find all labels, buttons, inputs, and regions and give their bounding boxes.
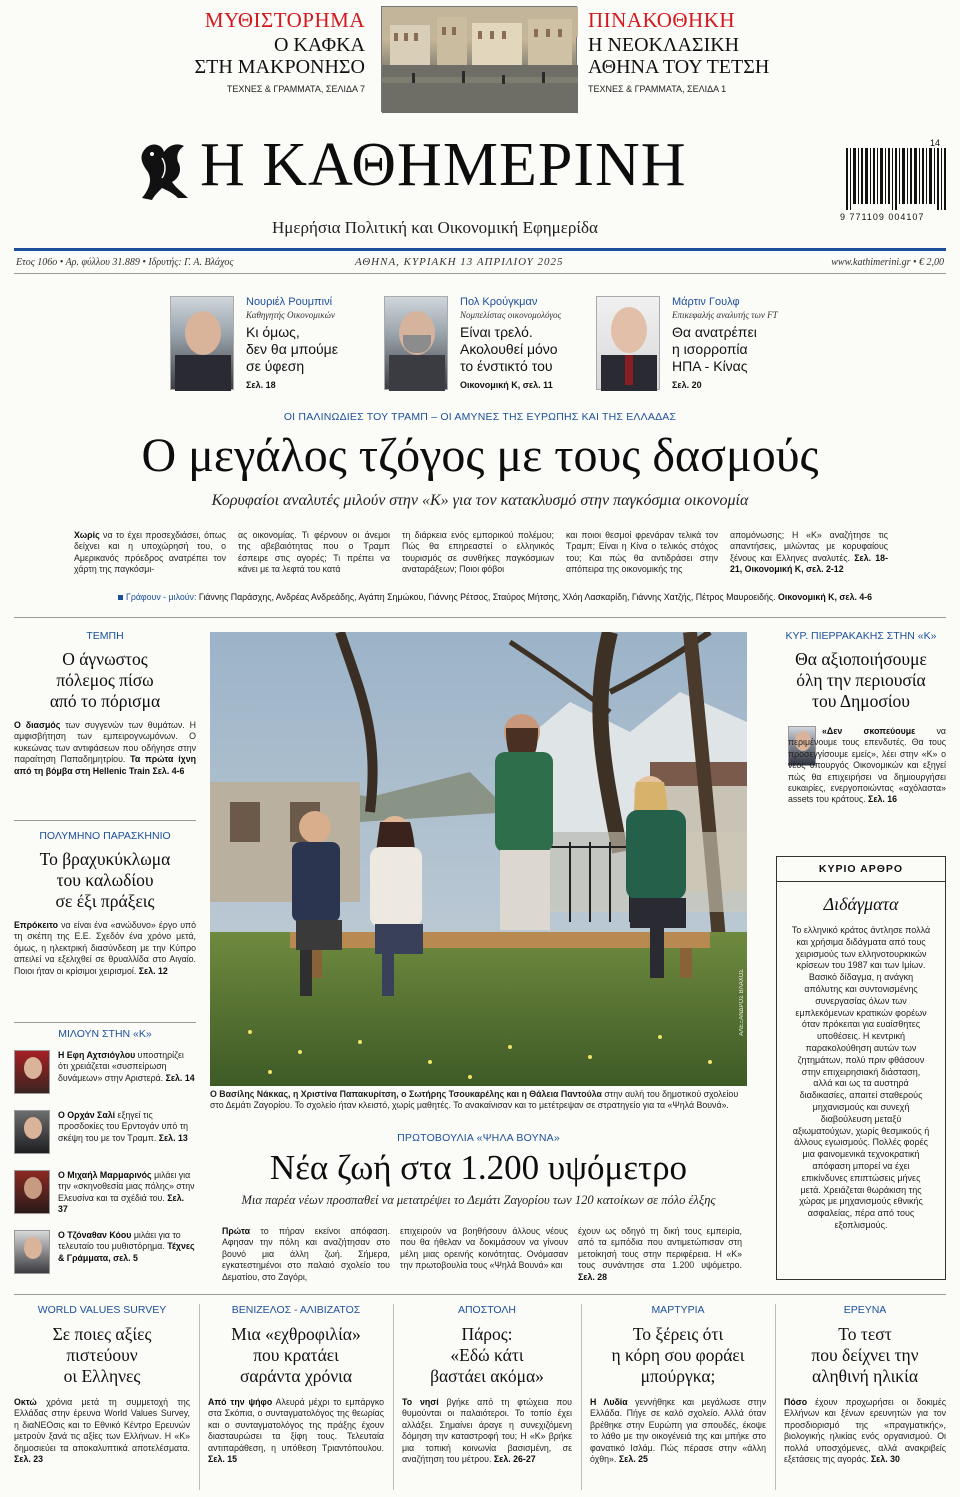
commentator-quote-line: ΗΠΑ - Κίνας bbox=[672, 358, 748, 374]
commentator-quote-line: δεν θα μπούμε bbox=[246, 341, 338, 357]
editorial-text: Το ελληνικό κράτος άντλησε πολλά και χρήσιμα διδάγματα από τους χειρισμούς των ελληνοτουρκικών κρίσεων του 1987 και των Ιμίων. Βασικό δίδαγμα, η ανάγκη απόλυτης και συντονισμένης συνεργασίας όλων των εμπλεκόμενων κρατικών φορέων όταν πρόκειται για ευαίσθητες υποθέσεις. Η κεντρική παρακολούθηση αυτών των ζητημάτων, πολύ πριν φθάσουν στην επιχειρησιακή διάσταση, αλλά και ως τα αυστηρά διαδικασίες, απαιτεί σταθερούς μηχανισμούς και συνεχή διαβούλευση μεταξύ αξιωματούχων, χωρίς θεσμικούς ή άλλους εγωισμούς. Πολλές φορές μια φαινομενικά τεχνοκρατική απόφαση μπορεί να έχει επικίνδυνες επιπτώσεις μήνες μετά. Χρειάζεται θωράκιση της χώρας με μηχανισμούς εθνικής ασφαλείας, πέρα από τους εξοπλισμούς. bbox=[791, 925, 931, 1230]
interview-ref: Σελ. 13 bbox=[158, 1132, 188, 1143]
main-photo[interactable] bbox=[210, 632, 747, 1086]
bottom-kicker: ΜΑΡΤΥΡΙΑ bbox=[651, 1304, 705, 1316]
commentator-quote-line: το ένστικτό του bbox=[460, 358, 553, 374]
commentator-role: Νομπελίστας οικονομολόγος bbox=[460, 310, 562, 320]
dateline-left: Ετος 106ο • Αρ. φύλλου 31.889 • Ιδρυτής: Γ. Α. Βλάχος bbox=[16, 257, 234, 268]
cable-headline-line: Το βραχυκύκλωμα bbox=[39, 849, 171, 869]
promo-right-ref: ΤΕΧΝΕΣ & ΓΡΑΜΜΑΤΑ, ΣΕΛΙΔΑ 1 bbox=[588, 84, 727, 94]
pierrakakis-headline-line: του Δημοσίου bbox=[812, 691, 910, 711]
pierrakakis-story[interactable] bbox=[776, 630, 946, 830]
tempi-kicker: ΤΕΜΠΗ bbox=[86, 630, 124, 642]
pierrakakis-headline-line: Θα αξιοποιήσουμε bbox=[795, 649, 927, 669]
interview-item[interactable]: Ο Τζόναθαν Κόου μιλάει για το τελευταίο του μυθιστόρημα. Τέχνες & Γράμματα, σελ. 5 bbox=[14, 1230, 196, 1286]
bottom-top-rule bbox=[14, 1294, 946, 1295]
bottom-kicker: ΒΕΝΙΖΕΛΟΣ - ΑΛΙΒΙΖΑΤΟΣ bbox=[231, 1304, 361, 1316]
bottom-story-venizelos[interactable] bbox=[208, 1304, 384, 1490]
dateline-top-rule bbox=[14, 248, 946, 251]
bottom-divider bbox=[581, 1304, 582, 1490]
tempi-body: Ο διασμός των συγγενών των θυμάτων. Η αμφισβήτηση των εμπειρογνωμόνων. Ο κυκεώνας των αντιφάσεων που οδήγησε στην παραίτηση Παπαδημητρίου. Τα πρώτα ίχνη από τη βόμβα στη Hellenic Train Σελ. 4-6 bbox=[14, 720, 196, 776]
lead-column: και ποιοι θεσμοί φρενάραν τελικά τον Τραμπ; Είναι η Κίνα ο τελικός στόχος του; Και πώς θα αντιδράσει στην απόπειρα της οικονομικής της bbox=[566, 530, 718, 575]
interview-item[interactable]: Η Εφη Αχτσιόγλου υποστηρίζει ότι χρειάζεται «συσπείρωση δυνάμεων» στην Αριστερά. Σελ. 14 bbox=[14, 1050, 196, 1106]
barcode-top-number: 14 bbox=[929, 138, 940, 148]
masthead-title[interactable]: Η ΚΑΘΗΜΕΡΙΝΗ bbox=[200, 131, 687, 199]
lead-credits bbox=[118, 592, 878, 602]
coe-photo bbox=[14, 1230, 50, 1274]
masthead-subtitle: Ημερήσια Πολιτική και Οικονομική Εφημερίδα bbox=[272, 218, 598, 237]
bottom-body: Πόσο έχουν προχωρήσει οι δοκιμές Ελλήνων και ξένων ερευνητών για τον προσδιορισμό της «πραγματικής», βιολογικής ηλικίας ενός οργανισμού. Οι πολλά υποσχόμενες, αλλά ανακριβείς εξετάσεις της αγοράς. Σελ. 30 bbox=[784, 1397, 946, 1465]
dateline-right[interactable]: www.kathimerini.gr • € 2,00 bbox=[831, 257, 944, 268]
tempi-headline-line: Ο άγνωστος bbox=[62, 649, 148, 669]
promo-painting-image[interactable] bbox=[381, 6, 577, 112]
promo-left-line1: Ο ΚΑΦΚΑ bbox=[273, 34, 365, 56]
credits-label: Γράφουν - μιλούν: bbox=[126, 592, 197, 602]
center-column: επιχειρούν να βοηθήσουν άλλους νέους που θα ήθελαν να δοκιμάσουν να γίνουν μέλη μιας ορεινής κοινότητας. Ονόμασαν την πρωτοβουλία τους «Ψηλά Βουνά» και bbox=[400, 1226, 568, 1271]
wolf-photo bbox=[596, 296, 660, 390]
tempi-bold-end: Τα πρώτα ίχνη από τη βόμβα στη Hellenic Train bbox=[14, 754, 196, 776]
cable-headline-line: του καλωδίου bbox=[56, 870, 154, 890]
center-columns bbox=[222, 1226, 742, 1280]
bottom-divider bbox=[199, 1304, 200, 1490]
bottom-headline-line: αληθινή ηλικία bbox=[811, 1366, 918, 1386]
lead-column: ας οικονομίας. Τι φέρνουν οι άνεμοι της αβεβαιότητας που ο Τραμπ έσπειρε στις αγορές; Τι πρέπει να κάνει με τα λεφτά του κατά bbox=[238, 530, 390, 575]
bottom-divider bbox=[393, 1304, 394, 1490]
commentator-ref: Οικονομική Κ, σελ. 11 bbox=[460, 380, 553, 390]
commentator-quote-line: Θα ανατρέπει bbox=[672, 324, 757, 340]
tempi-ref: Σελ. 4-6 bbox=[152, 765, 185, 776]
tempi-headline-line: πόλεμος πίσω bbox=[56, 670, 154, 690]
bottom-kicker: ΑΠΟΣΤΟΛΗ bbox=[457, 1304, 517, 1316]
barcode-digits: 9 771109 004107 bbox=[840, 212, 925, 222]
commentator-role: Επικεφαλής αναλυτής των FT bbox=[672, 310, 778, 320]
interview-name: Ο Ορχάν Σαλί bbox=[58, 1110, 116, 1120]
commentator-name: Μάρτιν Γουλφ bbox=[672, 296, 740, 308]
lead-columns bbox=[74, 530, 888, 582]
center-deck: Μια παρέα νέων προσπαθεί να μετατρέψει το Δεμάτι Ζαγορίου των 120 κατοίκων σε πόλο έλξης bbox=[241, 1193, 716, 1207]
photo-caption bbox=[210, 1089, 747, 1111]
tempi-story[interactable] bbox=[14, 630, 196, 800]
left-rule-1 bbox=[14, 820, 196, 821]
roubini-photo bbox=[170, 296, 234, 390]
cable-kicker: ΠΟΛΥΜΗΝΟ ΠΑΡΑΣΚΗΝΙΟ bbox=[39, 830, 171, 842]
bottom-kicker: WORLD VALUES SURVEY bbox=[37, 1304, 167, 1316]
bottom-headline-line: Το ξέρεις ότι bbox=[632, 1324, 724, 1344]
griffin-logo bbox=[132, 138, 192, 206]
bottom-headline-line: πιστεύουν bbox=[66, 1345, 138, 1365]
editorial-box bbox=[776, 856, 946, 1280]
bottom-headline-line: Μια «εχθροφιλία» bbox=[231, 1324, 361, 1344]
cable-headline-line: σε έξι πράξεις bbox=[55, 891, 155, 911]
barcode-icon bbox=[846, 148, 950, 218]
krugman-photo bbox=[384, 296, 448, 390]
athens-painting-icon bbox=[382, 7, 578, 113]
mountain-village-photo-icon bbox=[210, 632, 747, 1086]
left-rule-2 bbox=[14, 1022, 196, 1023]
bottom-headline-line: οι Ελληνες bbox=[63, 1366, 141, 1386]
center-column: Πρώτα το πήραν εκείνοι απόφαση. Αφησαν την πόλη και αναζήτησαν στο βουνό μια άλλη ζωή. Σήμερα, εγκατεστημένοι στο παλαιό σχολείο του Δεματίου, στο Ζαγόρι, bbox=[222, 1226, 390, 1282]
cable-ref: Σελ. 12 bbox=[138, 965, 168, 976]
commentator-krugman[interactable] bbox=[384, 296, 584, 392]
interview-ref: Τέχνες & Γράμματα, σελ. 5 bbox=[58, 1241, 195, 1263]
bottom-headline-line: που δείχνει την bbox=[811, 1345, 919, 1365]
marmarinos-photo bbox=[14, 1170, 50, 1214]
cable-body: Επρόκειτο να είναι ένα «ανώδυνο» έργο υπό τη σκέπη της Ε.Ε. Σχεδόν ένα χρόνο μετά, όμως, η ηλεκτρική διασύνδεση με την Κύπρο απειλεί να εξελιχθεί σε θρυαλλίδα στο Αιγαίο. Ποιοι ήταν οι κρίσιμοι χειρισμοί. Σελ. 12 bbox=[14, 920, 196, 976]
interview-name: Ο Τζόναθαν Κόου bbox=[58, 1230, 132, 1240]
bottom-body: Η Λυδία γεννήθηκε και μεγάλωσε στην Ελλάδα. Πήγε σε καλό σχολείο. Αλλά όταν βρέθηκε στην Ευρώπη για σπουδές, έκοψε το λάθο με την οικογένειά της και μπήκε στο φανατικό Ισλάμ. Πώς πέρασε στην «άλλη όχθη». Σελ. 25 bbox=[590, 1397, 766, 1465]
commentator-wolf[interactable] bbox=[596, 296, 796, 392]
commentator-ref: Σελ. 20 bbox=[672, 380, 702, 390]
lead-headline[interactable]: Ο μεγάλος τζόγος με τους δασμούς bbox=[141, 429, 819, 482]
bottom-story-testimony[interactable] bbox=[590, 1304, 766, 1490]
lead-kicker: ΟΙ ΠΑΛΙΝΩΔΙΕΣ ΤΟΥ ΤΡΑΜΠ – ΟΙ ΑΜΥΝΕΣ ΤΗΣ ΕΥΡΩΠΗΣ ΚΑΙ ΤΗΣ ΕΛΛΑΔΑΣ bbox=[283, 411, 677, 423]
interviews-kicker: ΜΙΛΟΥΝ ΣΤΗΝ «Κ» bbox=[58, 1028, 152, 1040]
sali-photo bbox=[14, 1110, 50, 1154]
interview-name: Ο Μιχαήλ Μαρμαρινός bbox=[58, 1170, 152, 1180]
lead-column: απομόνωσης; Η «Κ» αναζήτησε τις απαντήσεις, μιλώντας με κορυφαίους ξένους και Ελληνες αναλυτές. Σελ. 18-21, Οικονομική Κ, σελ. 2-12 bbox=[730, 530, 889, 575]
credits-ref: Οικονομική Κ, σελ. 4-6 bbox=[778, 592, 873, 602]
promo-left-line2: ΣΤΗ ΜΑΚΡΟΝΗΣΟ bbox=[194, 56, 365, 78]
pierrakakis-kicker: ΚΥΡ. ΠΙΕΡΡΑΚΑΚΗΣ ΣΤΗΝ «Κ» bbox=[785, 630, 937, 642]
tempi-headline-line: από το πόρισμα bbox=[49, 691, 161, 711]
bottom-story-wvs[interactable] bbox=[14, 1304, 190, 1490]
promo-right-line2: ΑΘΗΝΑ ΤΟΥ ΤΕΤΣΗ bbox=[588, 56, 770, 78]
bottom-body: Το νησί βγήκε από τη φτώχεια που θυμούνται οι παλαιότεροι. Το τοπίο έχει αλλάξει. Σημαίνει άραγε η συνεχιζόμενη δόμηση την καταστροφή του; Η «Κ» βρήκε μια τοπική κοινωνία βασισμένη, σε αναζήτηση του μέτρου. Σελ. 26-27 bbox=[402, 1397, 572, 1465]
bottom-headline-line: Σε ποιες αξίες bbox=[52, 1324, 152, 1344]
bottom-body: Οκτώ χρόνια μετά τη συμμετοχή της Ελλάδας στην έρευνα World Values Survey, η διαΝΕΟσις και το Εθνικό Κέντρο Ερευνών μετρούν ξανά τις αξίες των Ελλήνων. Η «Κ» δημοσιεύει τα αποκαλυπτικά αποτελέσματα. Σελ. 23 bbox=[14, 1397, 190, 1465]
commentator-ref: Σελ. 18 bbox=[246, 380, 276, 390]
interview-item[interactable]: Ο Ορχάν Σαλί εξηγεί τις προσδοκίες του Ερντογάν υπό τη σκέψη του με τον Τραμπ. Σελ. 13 bbox=[14, 1110, 196, 1166]
caption-names: Ο Βασίλης Νάκκας, η Χριστίνα Παπακυρίτση, ο Σωτήρης Τσουκαρέλης και η Θάλεια Παντούλα bbox=[210, 1089, 602, 1099]
commentator-name: Πολ Κρούγκμαν bbox=[460, 296, 538, 308]
bottom-story-paros[interactable] bbox=[402, 1304, 572, 1490]
commentator-quote-line: Ακολουθεί μόνο bbox=[460, 341, 558, 357]
bottom-story-research[interactable] bbox=[784, 1304, 946, 1490]
interview-ref: Σελ. 14 bbox=[165, 1072, 195, 1083]
lead-deck: Κορυφαίοι αναλυτές μιλούν στην «Κ» για τον κατακλυσμό στην παγκόσμια οικονομία bbox=[211, 492, 749, 509]
barcode bbox=[836, 138, 948, 230]
commentator-roubini[interactable] bbox=[170, 296, 370, 392]
commentator-quote-line: η ισορροπία bbox=[672, 341, 748, 357]
interview-item[interactable]: Ο Μιχαήλ Μαρμαρινός μιλάει για την «σκηνοθεσία μιας πόλης» στην Ελευσίνα και τα σχέδιά του. Σελ. 37 bbox=[14, 1170, 196, 1226]
commentator-quote-line: Είναι τρελό. bbox=[460, 324, 533, 340]
cable-story[interactable] bbox=[14, 830, 196, 1000]
center-headline[interactable]: Νέα ζωή στα 1.200 υψόμετρο bbox=[269, 1148, 688, 1187]
center-column: έχουν ως οδηγό τη δική τους εμπειρία, από τα εμπόδια που αντιμετώπισαν στη μετοίκησή τους στην περιφέρεια. Η «Κ» τους συνάντησε στα 1.200 υψόμετρο. Σελ. 28 bbox=[578, 1226, 742, 1282]
dateline-center: ΑΘΗΝΑ, ΚΥΡΙΑΚΗ 13 ΑΠΡΙΛΙΟΥ 2025 bbox=[355, 256, 564, 268]
bottom-divider bbox=[775, 1304, 776, 1490]
interview-name: Η Εφη Αχτσιόγλου bbox=[58, 1050, 136, 1060]
interview-ref: Σελ. 37 bbox=[58, 1192, 185, 1215]
interviews-block bbox=[14, 1028, 196, 1290]
bottom-headline-line: σαράντα χρόνια bbox=[239, 1366, 353, 1386]
achtsioglou-photo bbox=[14, 1050, 50, 1094]
promo-right[interactable] bbox=[588, 6, 773, 114]
promo-left[interactable] bbox=[180, 6, 365, 114]
bottom-headline-line: Πάρος: bbox=[461, 1324, 513, 1344]
bottom-headline-line: η κόρη σου φοράει bbox=[611, 1345, 745, 1365]
pierrakakis-headline-line: όλη την περιουσία bbox=[796, 670, 926, 690]
commentator-name: Νουριέλ Ρουμπινί bbox=[246, 296, 333, 308]
editorial-headline[interactable]: Διδάγματα bbox=[823, 894, 899, 914]
promo-right-kicker: ΠΙΝΑΚΟΘΗΚΗ bbox=[588, 8, 736, 32]
bottom-headline-line: Το τεστ bbox=[838, 1324, 892, 1344]
pierrakakis-ref: Σελ. 16 bbox=[868, 794, 898, 805]
credits-names: Γιάννης Παράσχης, Ανδρέας Ανδρεάδης, Αγάπη Σημώκου, Γιάννης Ρέτσος, Σταύρος Μήτσης, Χλόη Λασκαρίδη, Γιάννης Χατζής, Πέτρος Μαυροειδής. bbox=[198, 592, 776, 602]
dateline-bottom-rule bbox=[14, 273, 946, 274]
commentator-role: Καθηγητής Οικονομικών bbox=[246, 310, 335, 320]
caption-text: στην αυλή του δημοτικού σχολείου στο Δεμάτι Ζαγορίου. Το σχολείο ήταν κλειστό, χωρίς μαθητές. Το ανακαίνισαν και το μετέτρεψαν σε στρατηγείο για τα «Ψηλά Βουνά». bbox=[210, 1089, 739, 1110]
pierrakakis-body: «Δεν σκοπεύουμε να περιμένουμε τους επενδυτές. Θα τους προσεγγίσουμε εμείς», λέει στην «Κ» ο νέος υπουργός Οικονομικών και εξηγεί πώς θα επιχειρήσει να δημιουργήσει ευκαιρίες, ενεργοποιώντας «αχόλαστα» assets του κράτους. Σελ. 16 bbox=[788, 726, 946, 805]
editorial-label: ΚΥΡΙΟ ΑΡΘΡΟ bbox=[818, 863, 904, 875]
photo-credit: ΑΛΕΞΑΝΔΡΟΣ ΒΛΑΧΟΣ bbox=[739, 969, 745, 1036]
lead-column: Χωρίς να το έχει προσεχδιάσει, όπως δείχνει και η υποχώρησή του, ο Αμερικανός πρόεδρος ανατρέπει τον χάρτη της παγκόσμι- bbox=[74, 530, 226, 575]
bottom-headline-line: μπούργκα; bbox=[640, 1366, 716, 1386]
bottom-headline-line: «Εδώ κάτι bbox=[450, 1345, 524, 1365]
promo-left-ref: ΤΕΧΝΕΣ & ΓΡΑΜΜΑΤΑ, ΣΕΛΙΔΑ 7 bbox=[226, 84, 365, 94]
credits-square-icon bbox=[118, 595, 123, 600]
commentator-quote-line: Κι όμως, bbox=[246, 324, 300, 340]
lead-column: τη διάρκεια ενός εμπορικού πολέμου; Πώς θα επηρεαστεί ο ελληνικός τουρισμός σε συνθήκες παγκόσμιων αναταράξεων; Ποιοι φόβοι bbox=[402, 530, 554, 575]
lead-bottom-rule bbox=[14, 617, 946, 618]
promo-right-line1: Η ΝΕΟΚΛΑΣΙΚΗ bbox=[588, 34, 740, 56]
center-kicker: ΠΡΩΤΟΒΟΥΛΙΑ «ΨΗΛΑ ΒΟΥΝΑ» bbox=[397, 1132, 560, 1144]
promo-left-kicker: ΜΥΘΙΣΤΟΡΗΜΑ bbox=[204, 8, 365, 32]
bottom-body: Από την ψήφο Αλευρά μέχρι το εμπάργκο στα Σκόπια, ο συνταγματολόγος της θεωρίας και ο συνταγματολόγος της πράξης έχουν διασταυρώσει τα ξίφη τους. Τελευταία αντιπαράθεση, η υπόθεση Τριαντόπουλου. Σελ. 15 bbox=[208, 1397, 385, 1465]
commentator-quote-line: σε ύφεση bbox=[246, 358, 305, 374]
griffin-icon bbox=[132, 138, 192, 206]
bottom-headline-line: που κρατάει bbox=[253, 1345, 339, 1365]
bottom-kicker: ΕΡΕΥΝΑ bbox=[843, 1304, 887, 1316]
bottom-headline-line: βαστάει ακόμα» bbox=[430, 1366, 544, 1386]
